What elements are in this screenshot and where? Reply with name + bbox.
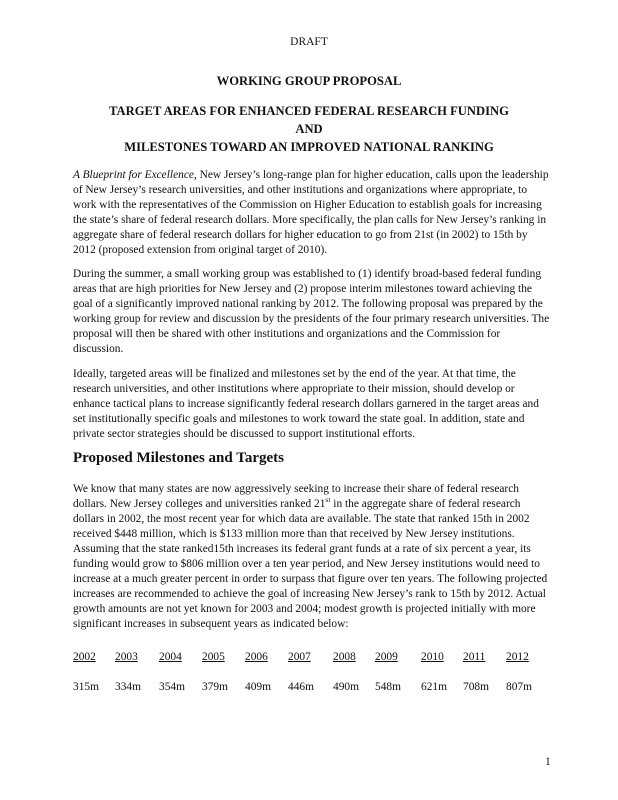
year-cell: 2007 <box>288 651 311 663</box>
amount-cell: 315m <box>73 681 99 693</box>
year-cell: 2005 <box>202 651 225 663</box>
amount-cell: 807m <box>506 681 532 693</box>
year-cell: 2003 <box>115 651 138 663</box>
amount-cell: 708m <box>463 681 489 693</box>
milestones-paragraph <box>73 482 551 632</box>
year-cell: 2011 <box>463 651 486 663</box>
year-cell: 2002 <box>73 651 96 663</box>
amount-cell: 379m <box>202 681 228 693</box>
milestone-years-row <box>73 651 553 667</box>
amount-cell: 548m <box>375 681 401 693</box>
subtitle-line-1: TARGET AREAS FOR ENHANCED FEDERAL RESEARCH FUNDING <box>109 104 509 118</box>
intro-paragraph <box>73 168 551 258</box>
year-cell: 2006 <box>245 651 268 663</box>
milestone-amounts-row <box>73 681 553 697</box>
subtitle-line-2: AND <box>295 122 323 136</box>
targeted-areas-paragraph: Ideally, targeted areas will be finalized and milestones set by the end of the year. At that time, the research universities, and other institutions where appropriate to their mission, should develop or enhance tactical plans to increase significantly federal research dollars garnered in the target areas and set institutionally specific goals and milestones to work toward the state goal. In addition, state and private sector strategies should be discussed to support institutional efforts. <box>73 368 539 440</box>
year-cell: 2009 <box>375 651 398 663</box>
year-cell: 2004 <box>159 651 182 663</box>
milestones-paragraph-part-1: We know that many states are now aggressively seeking to increase their share of federal research dollars. New Jersey colleges and universities ranked 21 <box>73 483 519 510</box>
year-cell: 2012 <box>506 651 529 663</box>
page-number: 1 <box>545 756 551 768</box>
milestones-paragraph-part-2: in the aggregate share of federal research dollars in 2002, the most recent year for which data are available. The state that ranked 15th in 2002 received $448 million, which is $133 million more than that received by New Jersey institutions. Assuming that the state ranked15th increases its federal grant funds at a rate of six percent a year, its funding would grow to $806 million over a ten year period, and New Jersey institutions would need to increase at a much greater percent in order to surpass that figure over ten years. The following projected increases are recommended to achieve the goal of increasing New Jersey’s rank to 15th by 2012. Actual growth amounts are not yet known for 2003 and 2004; modest growth is projected initially with more significant increases in subsequent years as indicated below: <box>73 498 548 630</box>
section-heading: Proposed Milestones and Targets <box>73 450 284 466</box>
document-title: WORKING GROUP PROPOSAL <box>216 74 402 88</box>
year-cell: 2008 <box>333 651 356 663</box>
amount-cell: 490m <box>333 681 359 693</box>
year-cell: 2010 <box>421 651 444 663</box>
subtitle-line-3: MILESTONES TOWARD AN IMPROVED NATIONAL RANKING <box>124 140 494 154</box>
amount-cell: 621m <box>421 681 447 693</box>
ordinal-superscript: st <box>325 495 331 504</box>
draft-label: DRAFT <box>290 36 328 48</box>
blueprint-title: A Blueprint for Excellence, <box>73 169 197 181</box>
working-group-paragraph: During the summer, a small working group was established to (1) identify broad-based federal funding areas that are high priorities for New Jersey and (2) propose interim milestones toward achieving the goal of a significantly improved national ranking by 2012. The following proposal was prepared by the working group for review and discussion by the presidents of the four primary research universities. The proposal will then be shared with other institutions and organizations and the Commission for discussion. <box>73 268 550 355</box>
amount-cell: 354m <box>159 681 185 693</box>
intro-paragraph-text: New Jersey’s long-range plan for higher education, calls upon the leadership of New Jersey’s research universities, and other institutions and organizations where appropriate, to work with the representatives of the Commission on Higher Education to establish goals for increasing the state’s share of federal research dollars. More specifically, the plan calls for New Jersey’s ranking in aggregate share of federal research dollars for higher education to go from 21st (in 2002) to 15th by 2012 (proposed extension from original target of 2010). <box>73 169 549 256</box>
amount-cell: 334m <box>115 681 141 693</box>
amount-cell: 409m <box>245 681 271 693</box>
amount-cell: 446m <box>288 681 314 693</box>
